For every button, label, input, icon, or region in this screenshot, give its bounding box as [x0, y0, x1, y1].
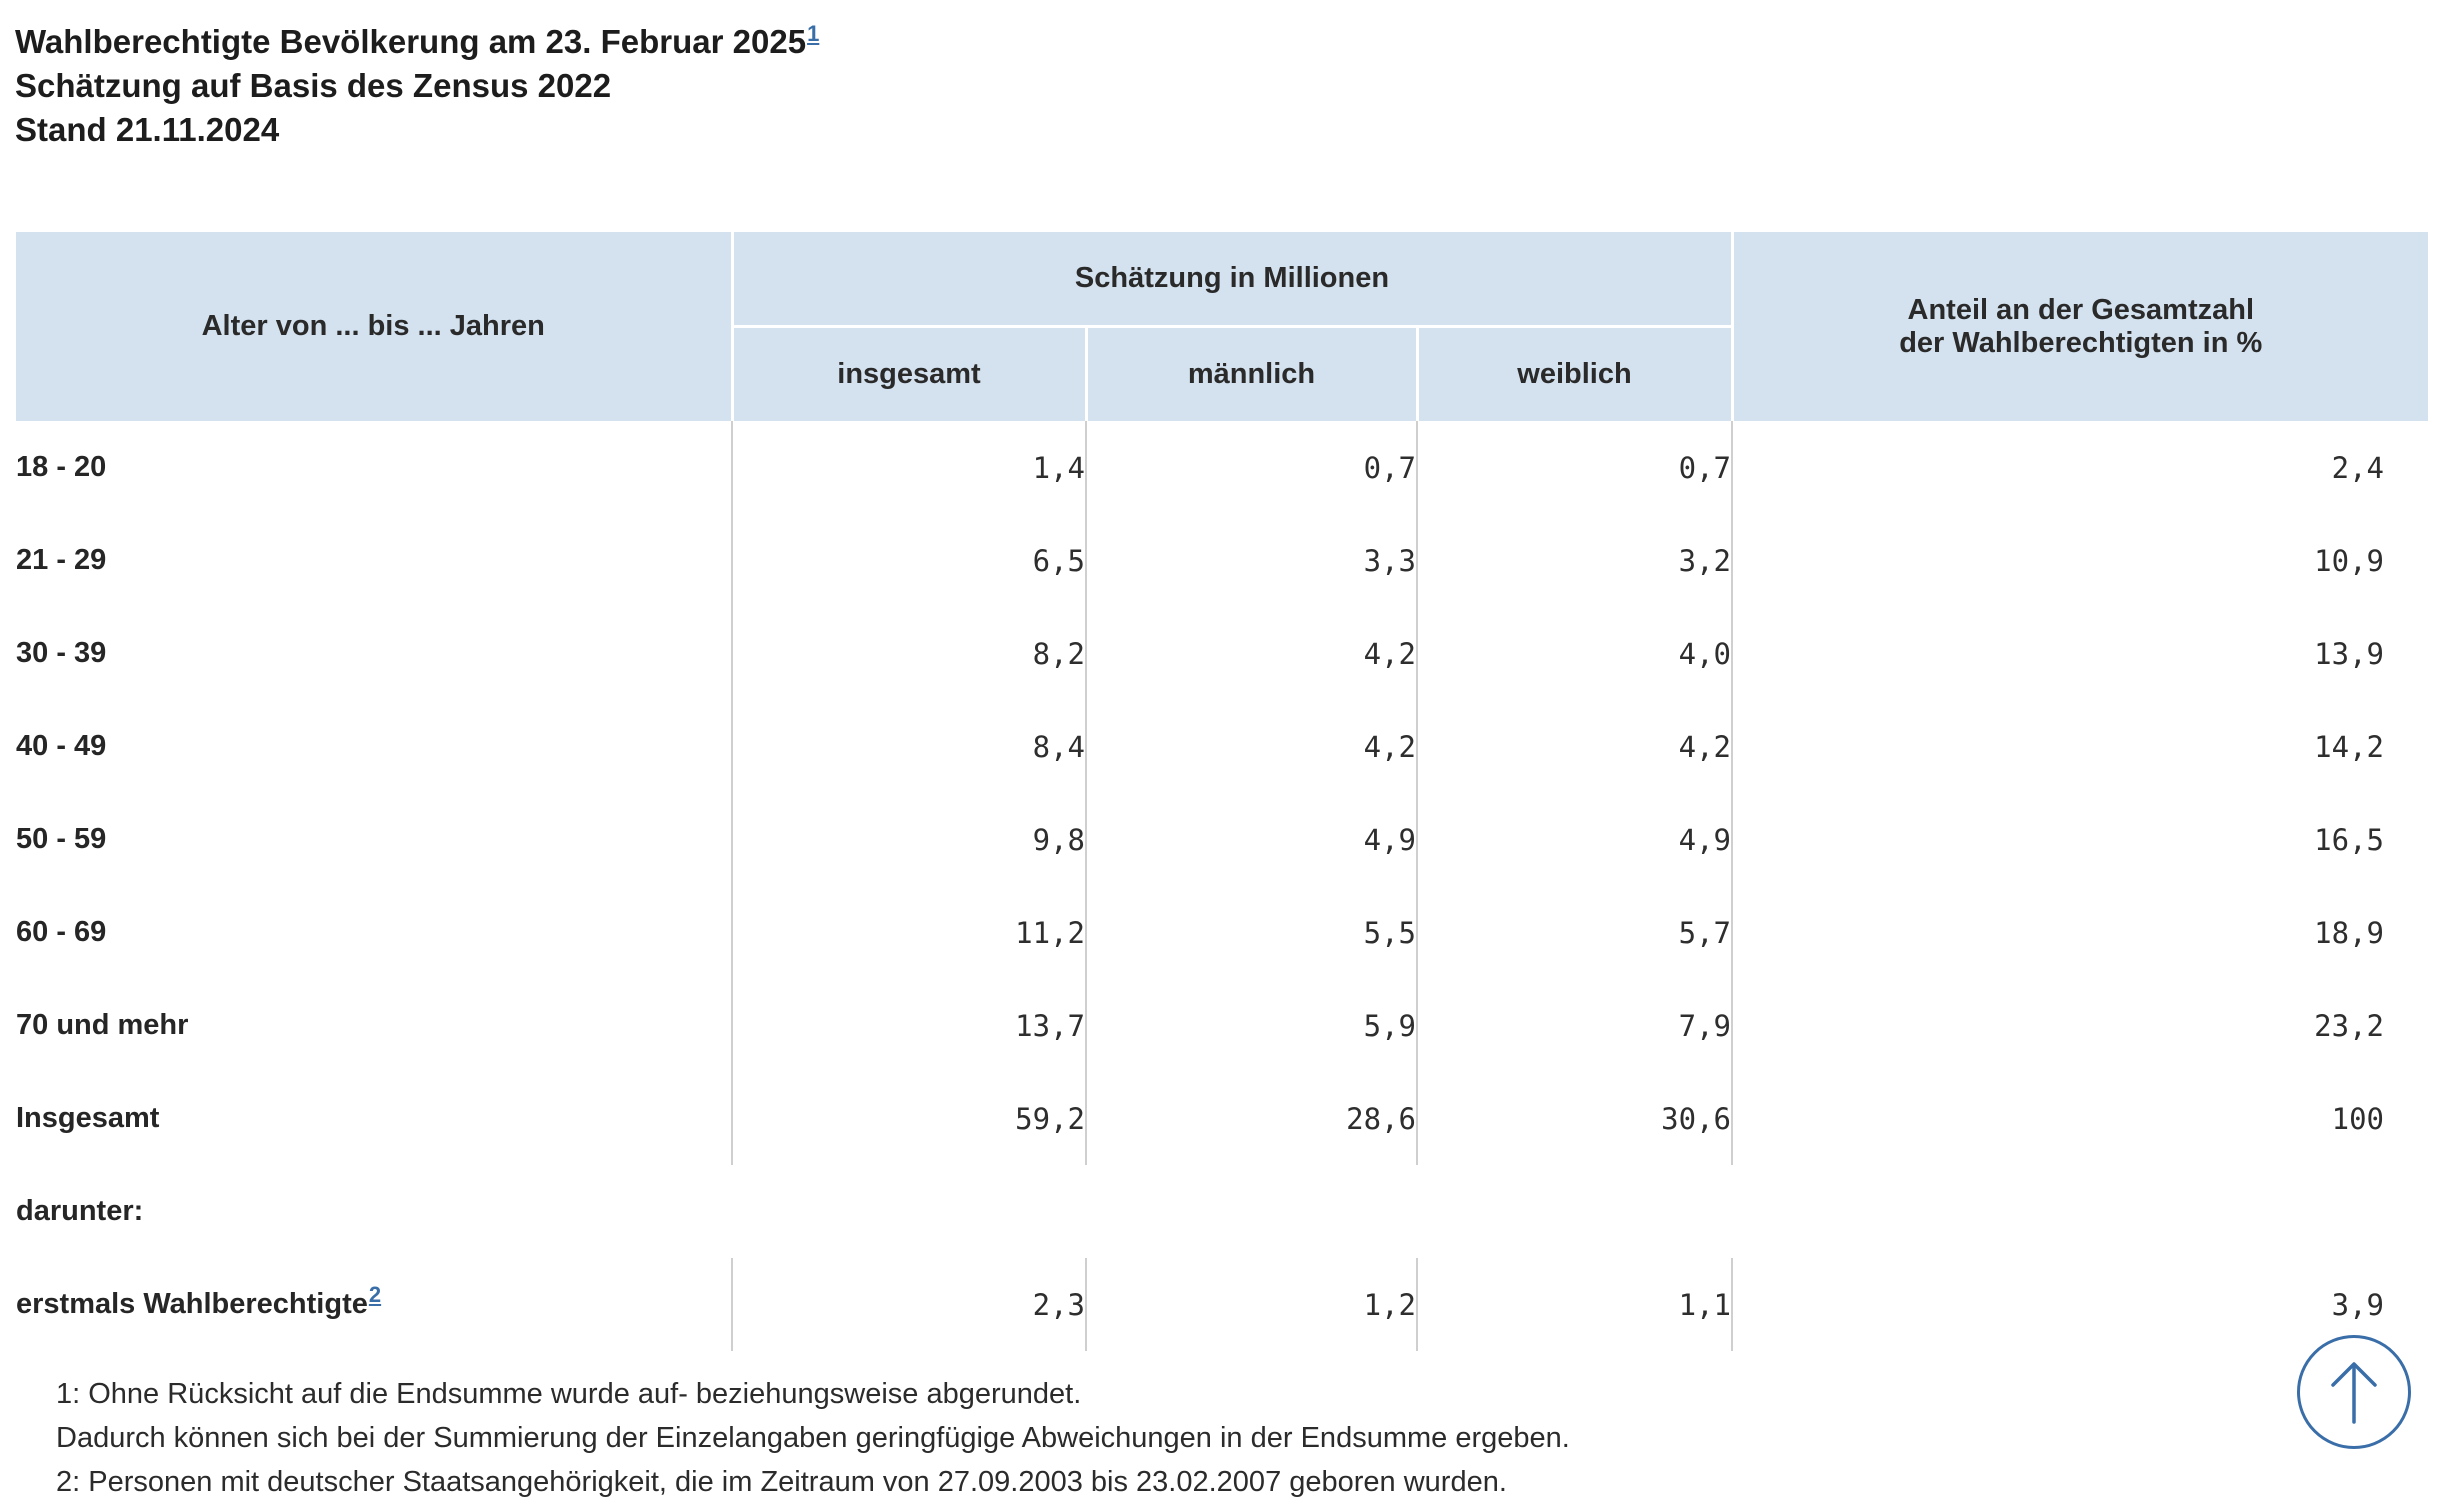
table-row-first-time	[16, 1258, 2428, 1351]
cell-female: 5,7	[1417, 886, 1732, 979]
voter-table	[16, 232, 2428, 1351]
table-row-total	[16, 1072, 2428, 1165]
cell-total: 8,4	[732, 700, 1086, 793]
row-label: 60 - 69	[16, 916, 107, 948]
row-label: 40 - 49	[16, 730, 107, 762]
header-share-line-1: Anteil an der Gesamtzahl	[1907, 293, 2255, 326]
cell-female: 3,2	[1417, 514, 1732, 607]
cell-male: 4,2	[1086, 607, 1417, 700]
cell-share: 13,9	[1732, 607, 2428, 700]
cell-total: 6,5	[732, 514, 1086, 607]
header-share-line-2: der Wahlberechtigten in %	[1899, 326, 2263, 359]
cell-female: 0,7	[1417, 421, 1732, 514]
footnotes	[56, 1372, 1570, 1504]
cell-share: 100	[1732, 1072, 2428, 1165]
page-title	[15, 20, 819, 152]
cell-female: 7,9	[1417, 979, 1732, 1072]
row-label: 18 - 20	[16, 451, 107, 483]
cell-male: 28,6	[1086, 1072, 1417, 1165]
cell-male: 4,2	[1086, 700, 1417, 793]
cell-share: 14,2	[1732, 700, 2428, 793]
cell-total: 59,2	[732, 1072, 1086, 1165]
cell-male: 5,5	[1086, 886, 1417, 979]
cell-total: 9,8	[732, 793, 1086, 886]
header-share	[1732, 232, 2428, 421]
title-text: Wahlberechtigte Bevölkerung am 23. Februar 2025	[15, 23, 807, 60]
cell-female: 30,6	[1417, 1072, 1732, 1165]
title-line-2: Schätzung auf Basis des Zensus 2022	[15, 67, 612, 104]
footnote-link-2[interactable]: 2	[368, 1282, 382, 1308]
row-label: 30 - 39	[16, 637, 107, 669]
row-subheading: darunter:	[16, 1195, 144, 1227]
header-female: weiblich	[1417, 327, 1732, 422]
row-label: Insgesamt	[16, 1102, 160, 1134]
row-label: 21 - 29	[16, 544, 107, 576]
cell-female: 4,0	[1417, 607, 1732, 700]
cell-total: 2,3	[732, 1258, 1086, 1351]
cell-male: 5,9	[1086, 979, 1417, 1072]
cell-female: 1,1	[1417, 1258, 1732, 1351]
footnote-2: 2: Personen mit deutscher Staatsangehörigkeit, die im Zeitraum von 27.09.2003 bis 23.02.2007 geboren wurden.	[56, 1466, 1507, 1498]
table-row-subheading	[16, 1165, 2428, 1258]
cell-male: 3,3	[1086, 514, 1417, 607]
cell-share: 16,5	[1732, 793, 2428, 886]
cell-share: 10,9	[1732, 514, 2428, 607]
cell-total: 13,7	[732, 979, 1086, 1072]
table-row	[16, 886, 2428, 979]
table-row	[16, 700, 2428, 793]
cell-total: 11,2	[732, 886, 1086, 979]
cell-female: 4,2	[1417, 700, 1732, 793]
scroll-to-top-button[interactable]	[2297, 1335, 2411, 1449]
header-estimate-group: Schätzung in Millionen	[732, 232, 1732, 327]
first-time-label: erstmals Wahlberechtigte	[16, 1288, 368, 1320]
footnote-1-continued: Dadurch können sich bei der Summierung der Einzelangaben geringfügige Abweichungen in der Endsumme ergeben.	[56, 1422, 1570, 1454]
table-row	[16, 607, 2428, 700]
table-row	[16, 793, 2428, 886]
footnote-1: 1: Ohne Rücksicht auf die Endsumme wurde auf- beziehungsweise abgerundet.	[56, 1378, 1082, 1410]
row-label	[16, 1258, 732, 1351]
row-label: 50 - 59	[16, 823, 107, 855]
cell-share: 2,4	[1732, 421, 2428, 514]
header-age: Alter von ... bis ... Jahren	[16, 232, 732, 421]
footnote-link-1[interactable]: 1	[807, 21, 820, 46]
title-line-3: Stand 21.11.2024	[15, 111, 280, 148]
arrow-up-icon	[2300, 1338, 2408, 1446]
table-row	[16, 421, 2428, 514]
table-row	[16, 514, 2428, 607]
table-row	[16, 979, 2428, 1072]
cell-male: 4,9	[1086, 793, 1417, 886]
cell-female: 4,9	[1417, 793, 1732, 886]
header-male: männlich	[1086, 327, 1417, 422]
row-label: 70 und mehr	[16, 1009, 189, 1041]
cell-total: 8,2	[732, 607, 1086, 700]
cell-share: 23,2	[1732, 979, 2428, 1072]
cell-male: 0,7	[1086, 421, 1417, 514]
cell-total: 1,4	[732, 421, 1086, 514]
cell-male: 1,2	[1086, 1258, 1417, 1351]
cell-share: 3,9	[1732, 1258, 2428, 1351]
header-total: insgesamt	[732, 327, 1086, 422]
cell-share: 18,9	[1732, 886, 2428, 979]
title-line-1	[15, 20, 819, 64]
